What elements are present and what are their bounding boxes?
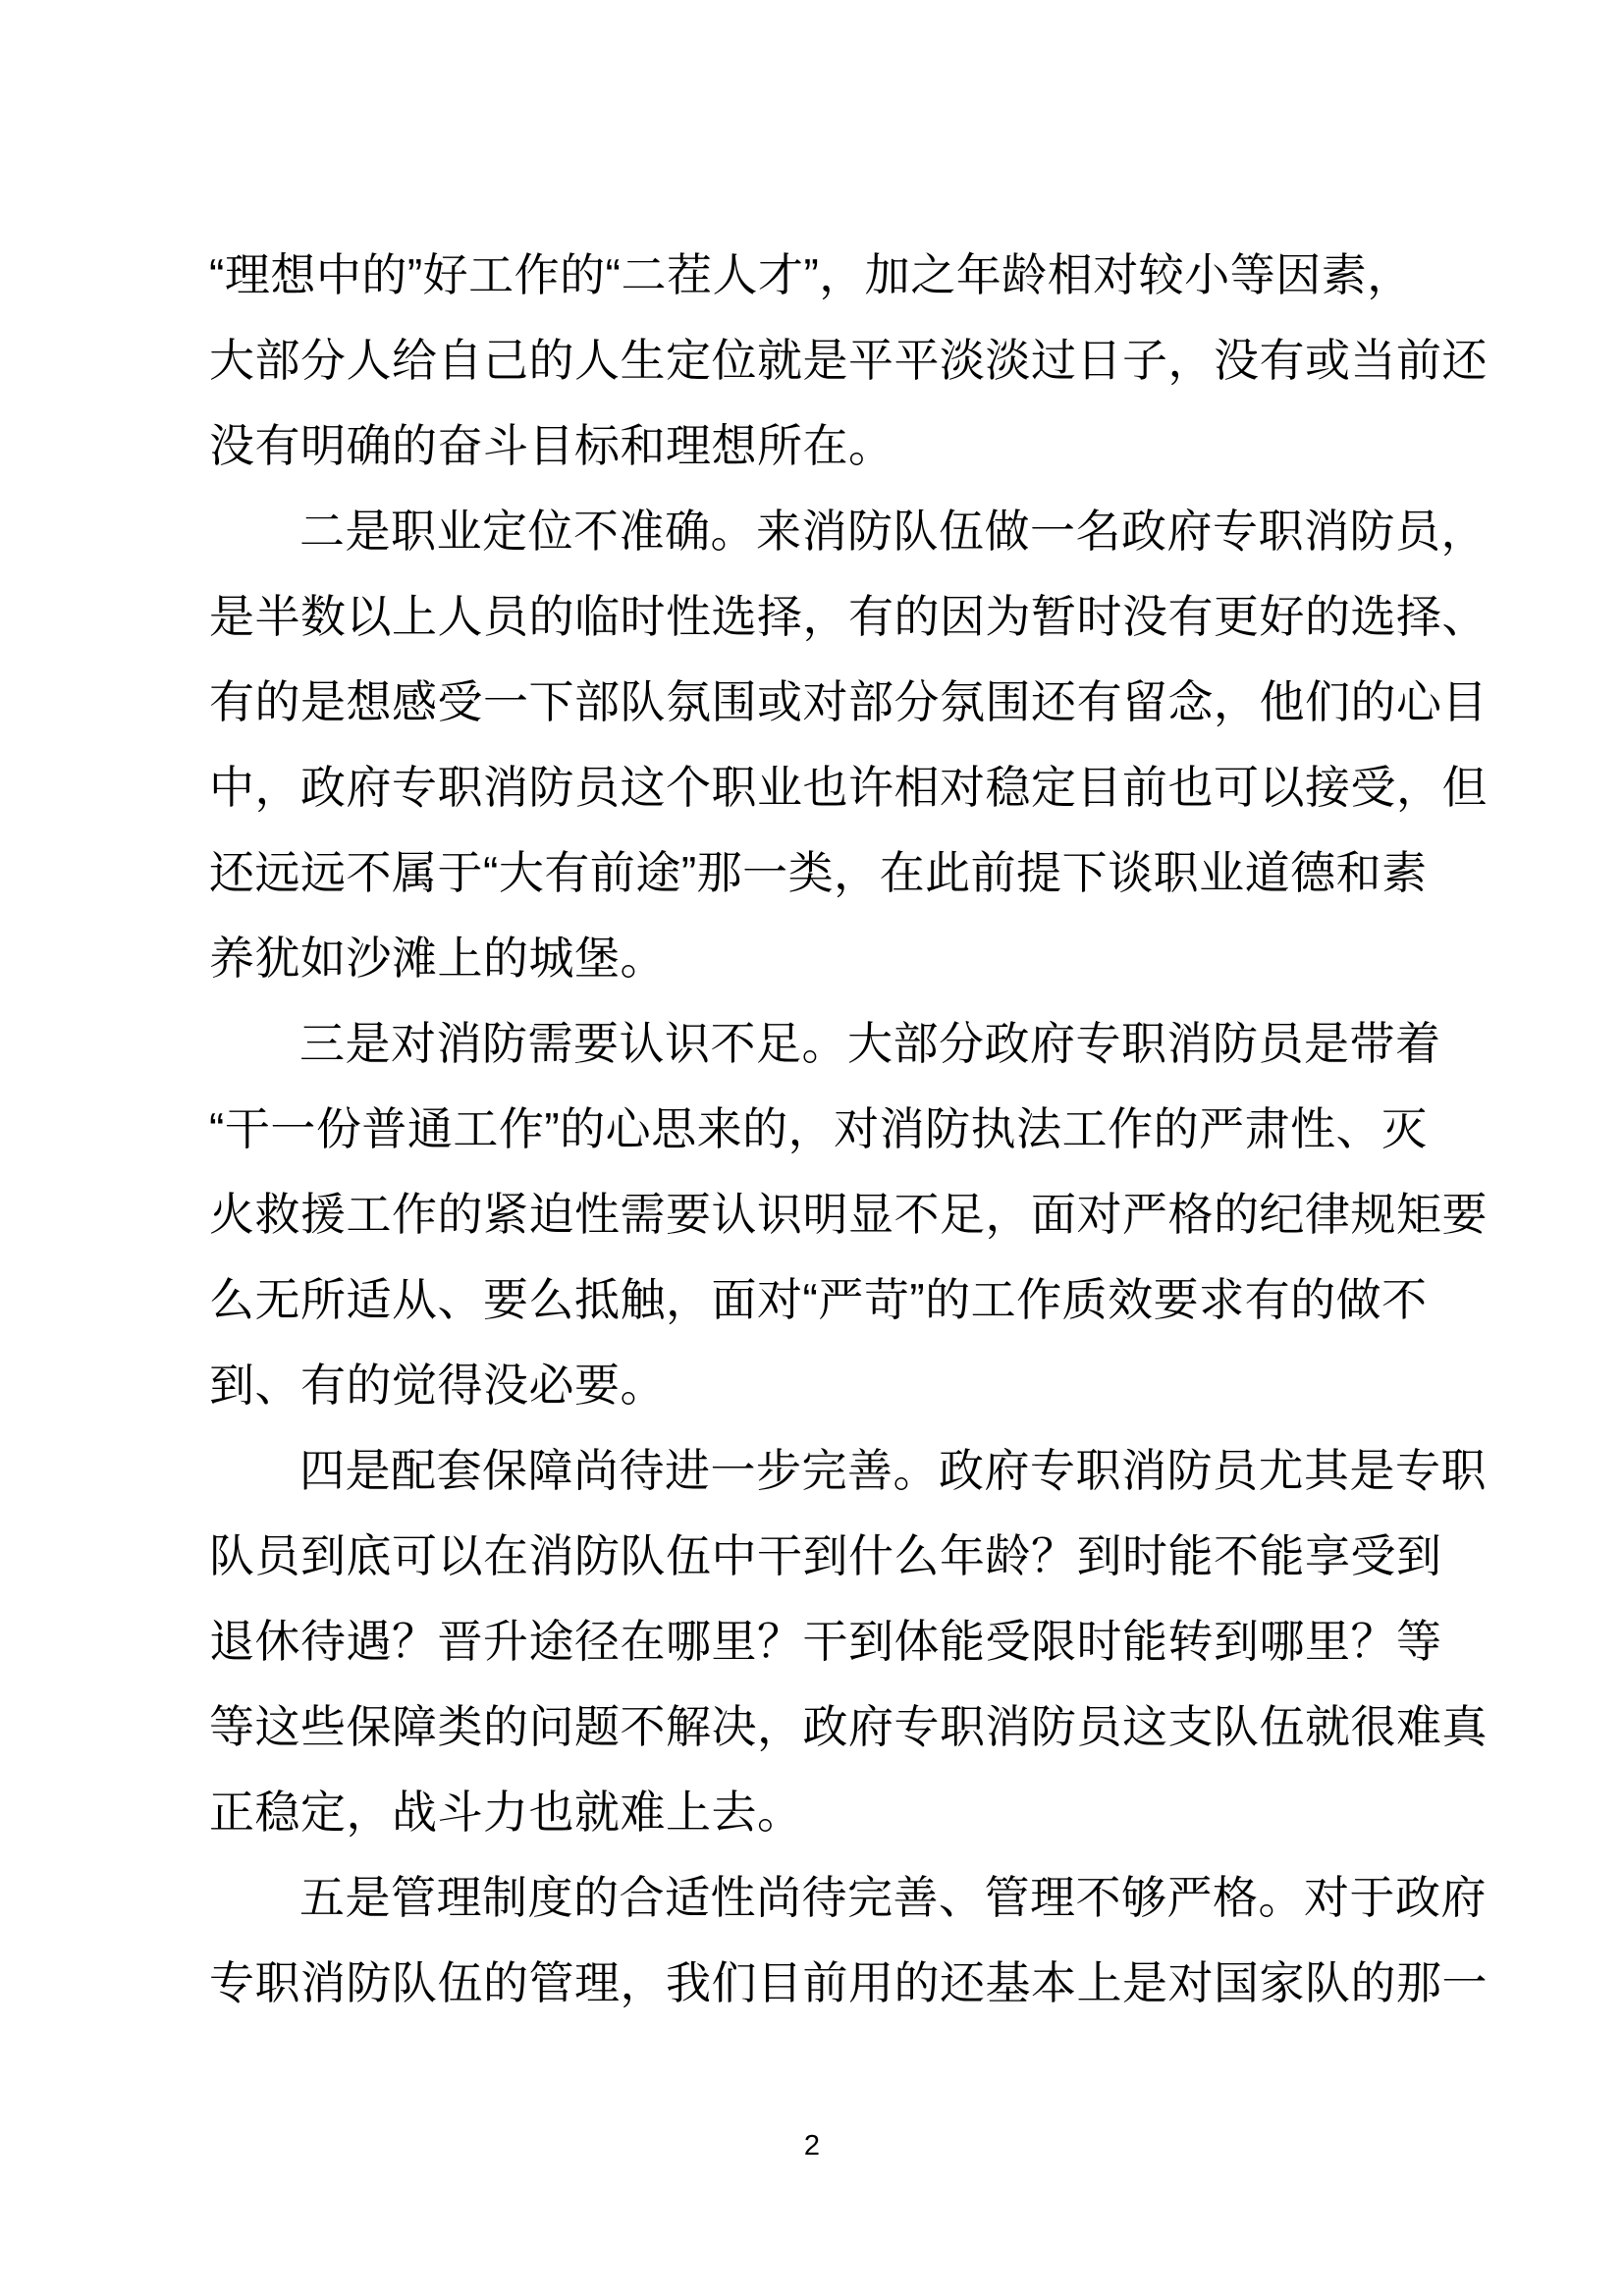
text-line: 队员到底可以在消防队伍中干到什么年龄？到时能不能享受到 <box>209 1530 1442 1581</box>
text-line: 五是管理制度的合适性尚待完善、管理不够严格。对于政府 <box>299 1872 1487 1923</box>
text-line: 么无所适从、要么抵触，面对“严苛”的工作质效要求有的做不 <box>209 1274 1428 1325</box>
text-line: 中，政府专职消防员这个职业也许相对稳定目前也可以接受，但 <box>209 762 1488 813</box>
paragraph <box>209 1855 1488 2026</box>
text-line: 是半数以上人员的临时性选择，有的因为暂时没有更好的选择、 <box>209 591 1488 642</box>
text-line: 到、有的觉得没必要。 <box>209 1360 666 1411</box>
text-line: “干一份普通工作”的心思来的，对消防执法工作的严肃性、灭 <box>209 1103 1428 1154</box>
text-line: 养犹如沙滩上的城堡。 <box>209 933 666 984</box>
paragraph <box>209 1428 1488 1855</box>
page-number: 2 <box>803 2130 821 2162</box>
document-body <box>209 233 1488 2026</box>
text-line: 退休待遇？晋升途径在哪里？干到体能受限时能转到哪里？等 <box>209 1616 1442 1667</box>
text-line: 没有明确的奋斗目标和理想所在。 <box>209 420 894 471</box>
text-line: “理想中的”好工作的“二茬人才”，加之年龄相对较小等因素， <box>209 249 1413 300</box>
paragraph <box>209 1001 1488 1428</box>
paragraph <box>209 233 1488 489</box>
text-line: 三是对消防需要认识不足。大部分政府专职消防员是带着 <box>299 1018 1441 1069</box>
text-line: 还远远不属于“大有前途”那一类，在此前提下谈职业道德和素 <box>209 847 1428 898</box>
text-line: 二是职业定位不准确。来消防队伍做一名政府专职消防员， <box>299 506 1487 557</box>
text-line: 有的是想感受一下部队氛围或对部分氛围还有留念，他们的心目 <box>209 676 1488 727</box>
text-line: 四是配套保障尚待进一步完善。政府专职消防员尤其是专职 <box>299 1445 1487 1496</box>
text-line: 火救援工作的紧迫性需要认识明显不足，面对严格的纪律规矩要 <box>209 1189 1488 1240</box>
text-line: 专职消防队伍的管理，我们目前用的还基本上是对国家队的那一 <box>209 1957 1488 2008</box>
text-line: 等这些保障类的问题不解决，政府专职消防员这支队伍就很难真 <box>209 1701 1488 1752</box>
paragraph <box>209 489 1488 1001</box>
text-line: 正稳定，战斗力也就难上去。 <box>209 1787 803 1838</box>
text-line: 大部分人给自己的人生定位就是平平淡淡过日子，没有或当前还 <box>209 335 1488 386</box>
